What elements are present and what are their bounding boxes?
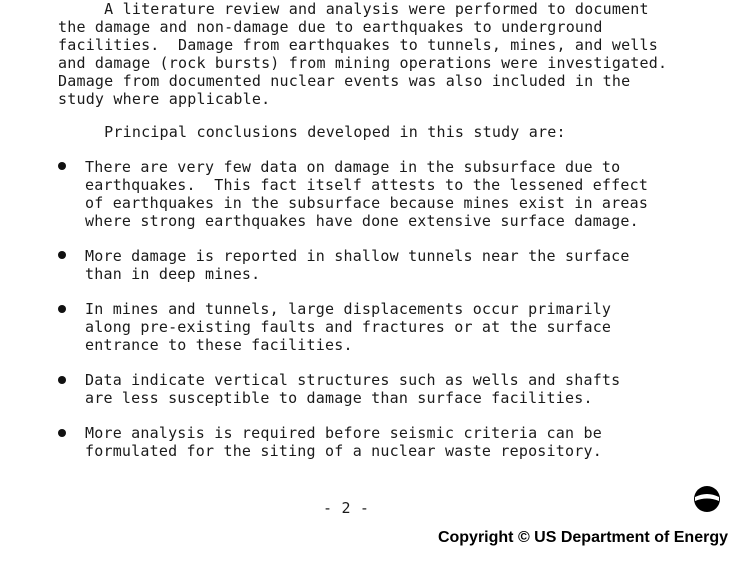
scan-mark-icon	[692, 484, 722, 514]
conclusion-item: More analysis is required before seismic criteria can be formulated for the siting of a nuclear waste repository.	[85, 424, 602, 460]
page-number: - 2 -	[323, 499, 370, 517]
bullet-icon	[58, 251, 66, 259]
conclusion-item: There are very few data on damage in the subsurface due to earthquakes. This fact itself attests to the lessened effect of earthquakes in the subsurface because mines exist in areas where strong earthquakes have done extensive surface damage.	[85, 158, 649, 230]
bullet-icon	[58, 376, 66, 384]
conclusion-item: Data indicate vertical structures such as wells and shafts are less susceptible to damage than surface facilities.	[85, 371, 621, 407]
conclusions-intro: Principal conclusions developed in this study are:	[58, 123, 566, 141]
conclusion-item: More damage is reported in shallow tunnels near the surface than in deep mines.	[85, 247, 630, 283]
copyright-notice: Copyright © US Department of Energy	[437, 529, 728, 546]
bullet-icon	[58, 305, 66, 313]
intro-paragraph: A literature review and analysis were performed to document the damage and non-damage due to earthquakes to underground facilities. Damage from earthquakes to tunnels, mines, and wells and damage (rock bursts) from mining operations were investigated. Damage from documented nuclear events was also included in the study where applicable.	[58, 0, 668, 108]
conclusion-item: In mines and tunnels, large displacements occur primarily along pre-existing faults and fractures or at the surface entrance to these facilities.	[85, 300, 612, 354]
bullet-icon	[58, 429, 66, 437]
bullet-icon	[58, 162, 66, 170]
